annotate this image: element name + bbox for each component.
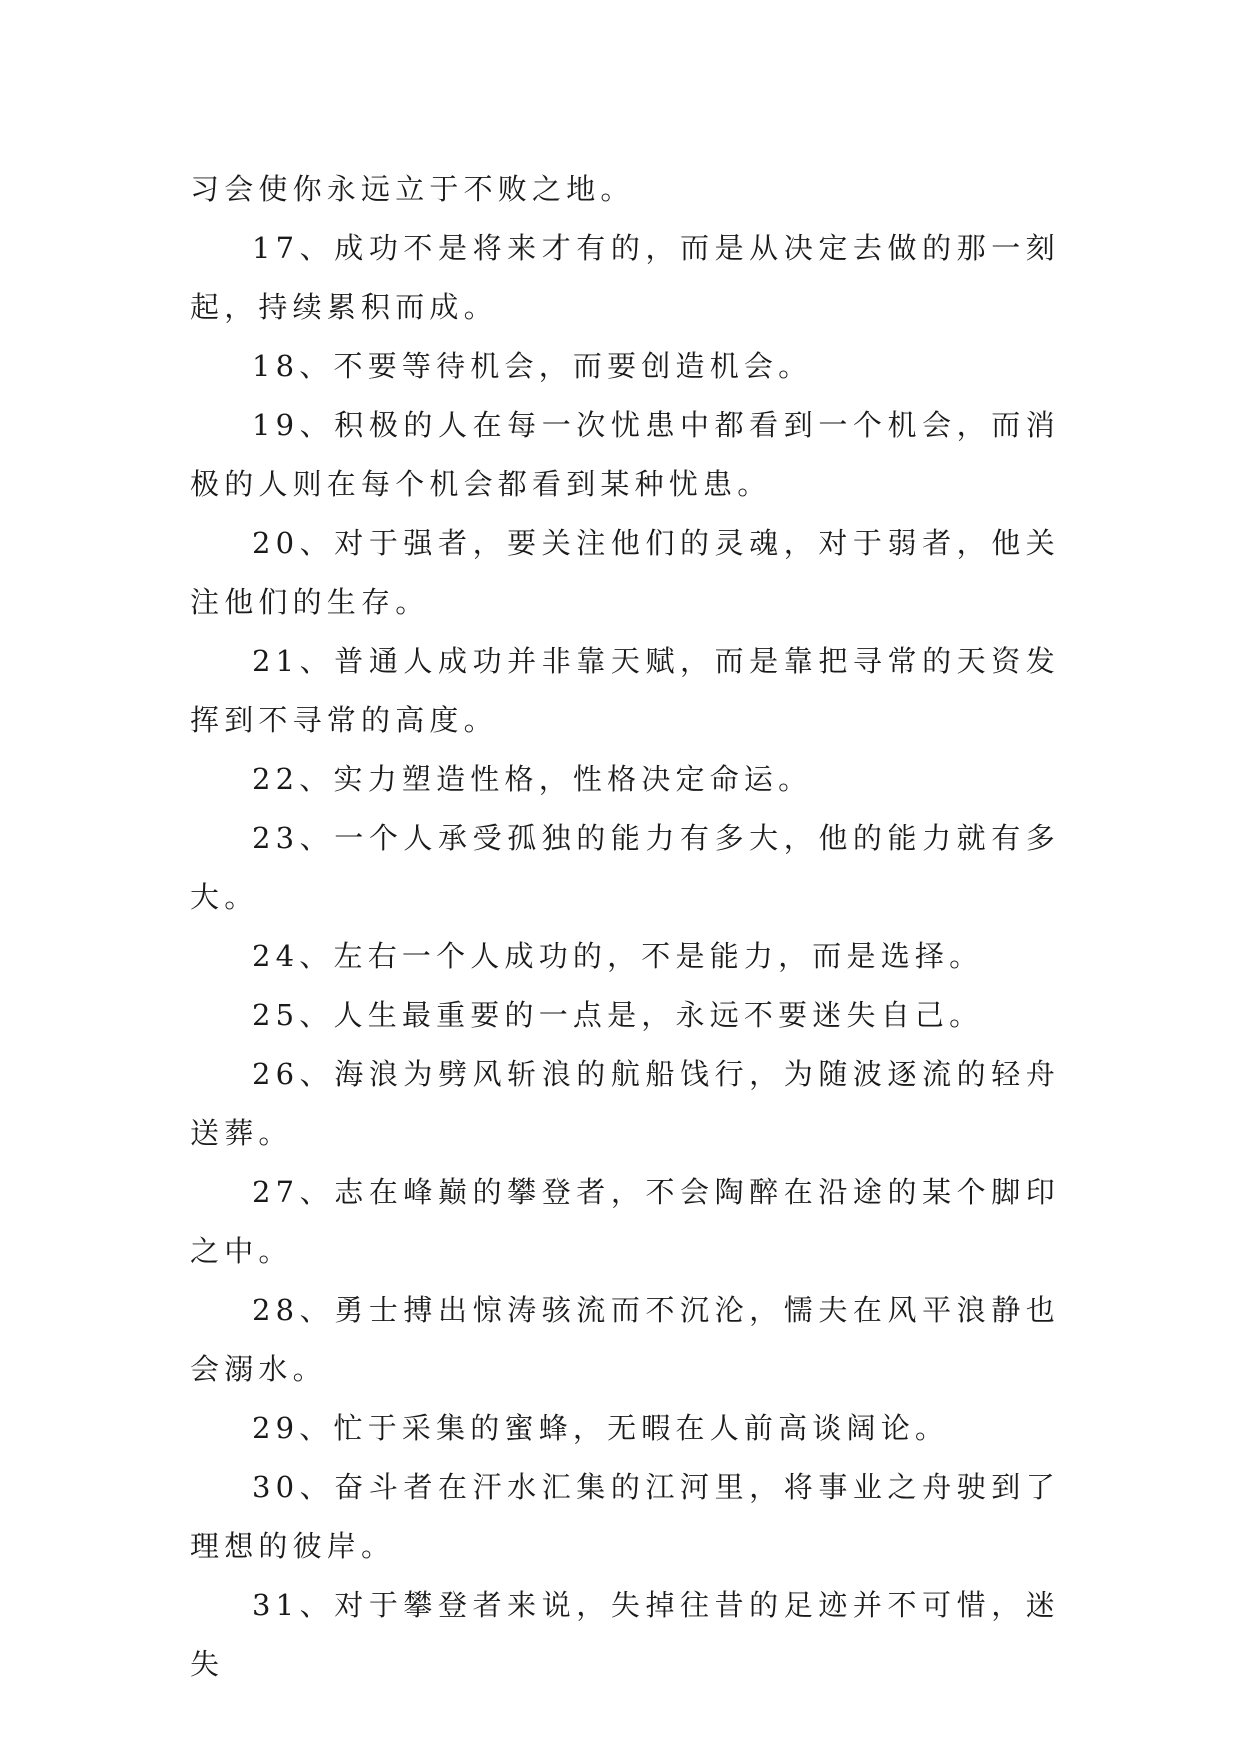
quote-29: 29、忙于采集的蜜蜂，无暇在人前高谈阔论。 [252,1411,950,1445]
quote-21: 21、普通人成功并非靠天赋，而是靠把寻常的天资发挥到不寻常的高度。 [190,644,1060,737]
quote-19: 19、积极的人在每一次忧患中都看到一个机会，而消极的人则在每个机会都看到某种忧患。 [190,408,1060,501]
paragraph-continuation: 习会使你永远立于不败之地。 [190,172,635,206]
quote-27: 27、志在峰巅的攀登者，不会陶醉在沿途的某个脚印之中。 [190,1175,1060,1268]
quote-26: 26、海浪为劈风斩浪的航船饯行，为随波逐流的轻舟送葬。 [190,1057,1060,1150]
quote-28: 28、勇士搏出惊涛骇流而不沉沦，懦夫在风平浪静也会溺水。 [190,1293,1060,1386]
quote-18: 18、不要等待机会，而要创造机会。 [252,349,813,383]
quote-20: 20、对于强者，要关注他们的灵魂，对于弱者，他关注他们的生存。 [190,526,1060,619]
quote-22: 22、实力塑造性格，性格决定命运。 [252,762,813,796]
quote-17: 17、成功不是将来才有的，而是从决定去做的那一刻起，持续累积而成。 [190,231,1060,324]
quote-30: 30、奋斗者在汗水汇集的江河里，将事业之舟驶到了理想的彼岸。 [190,1470,1060,1563]
quote-23: 23、一个人承受孤独的能力有多大，他的能力就有多大。 [190,821,1060,914]
document-body [190,160,1060,1694]
quote-24: 24、左右一个人成功的，不是能力，而是选择。 [252,939,984,973]
quote-31: 31、对于攀登者来说，失掉往昔的足迹并不可惜，迷失 [190,1588,1060,1681]
quote-25: 25、人生最重要的一点是，永远不要迷失自己。 [252,998,984,1032]
